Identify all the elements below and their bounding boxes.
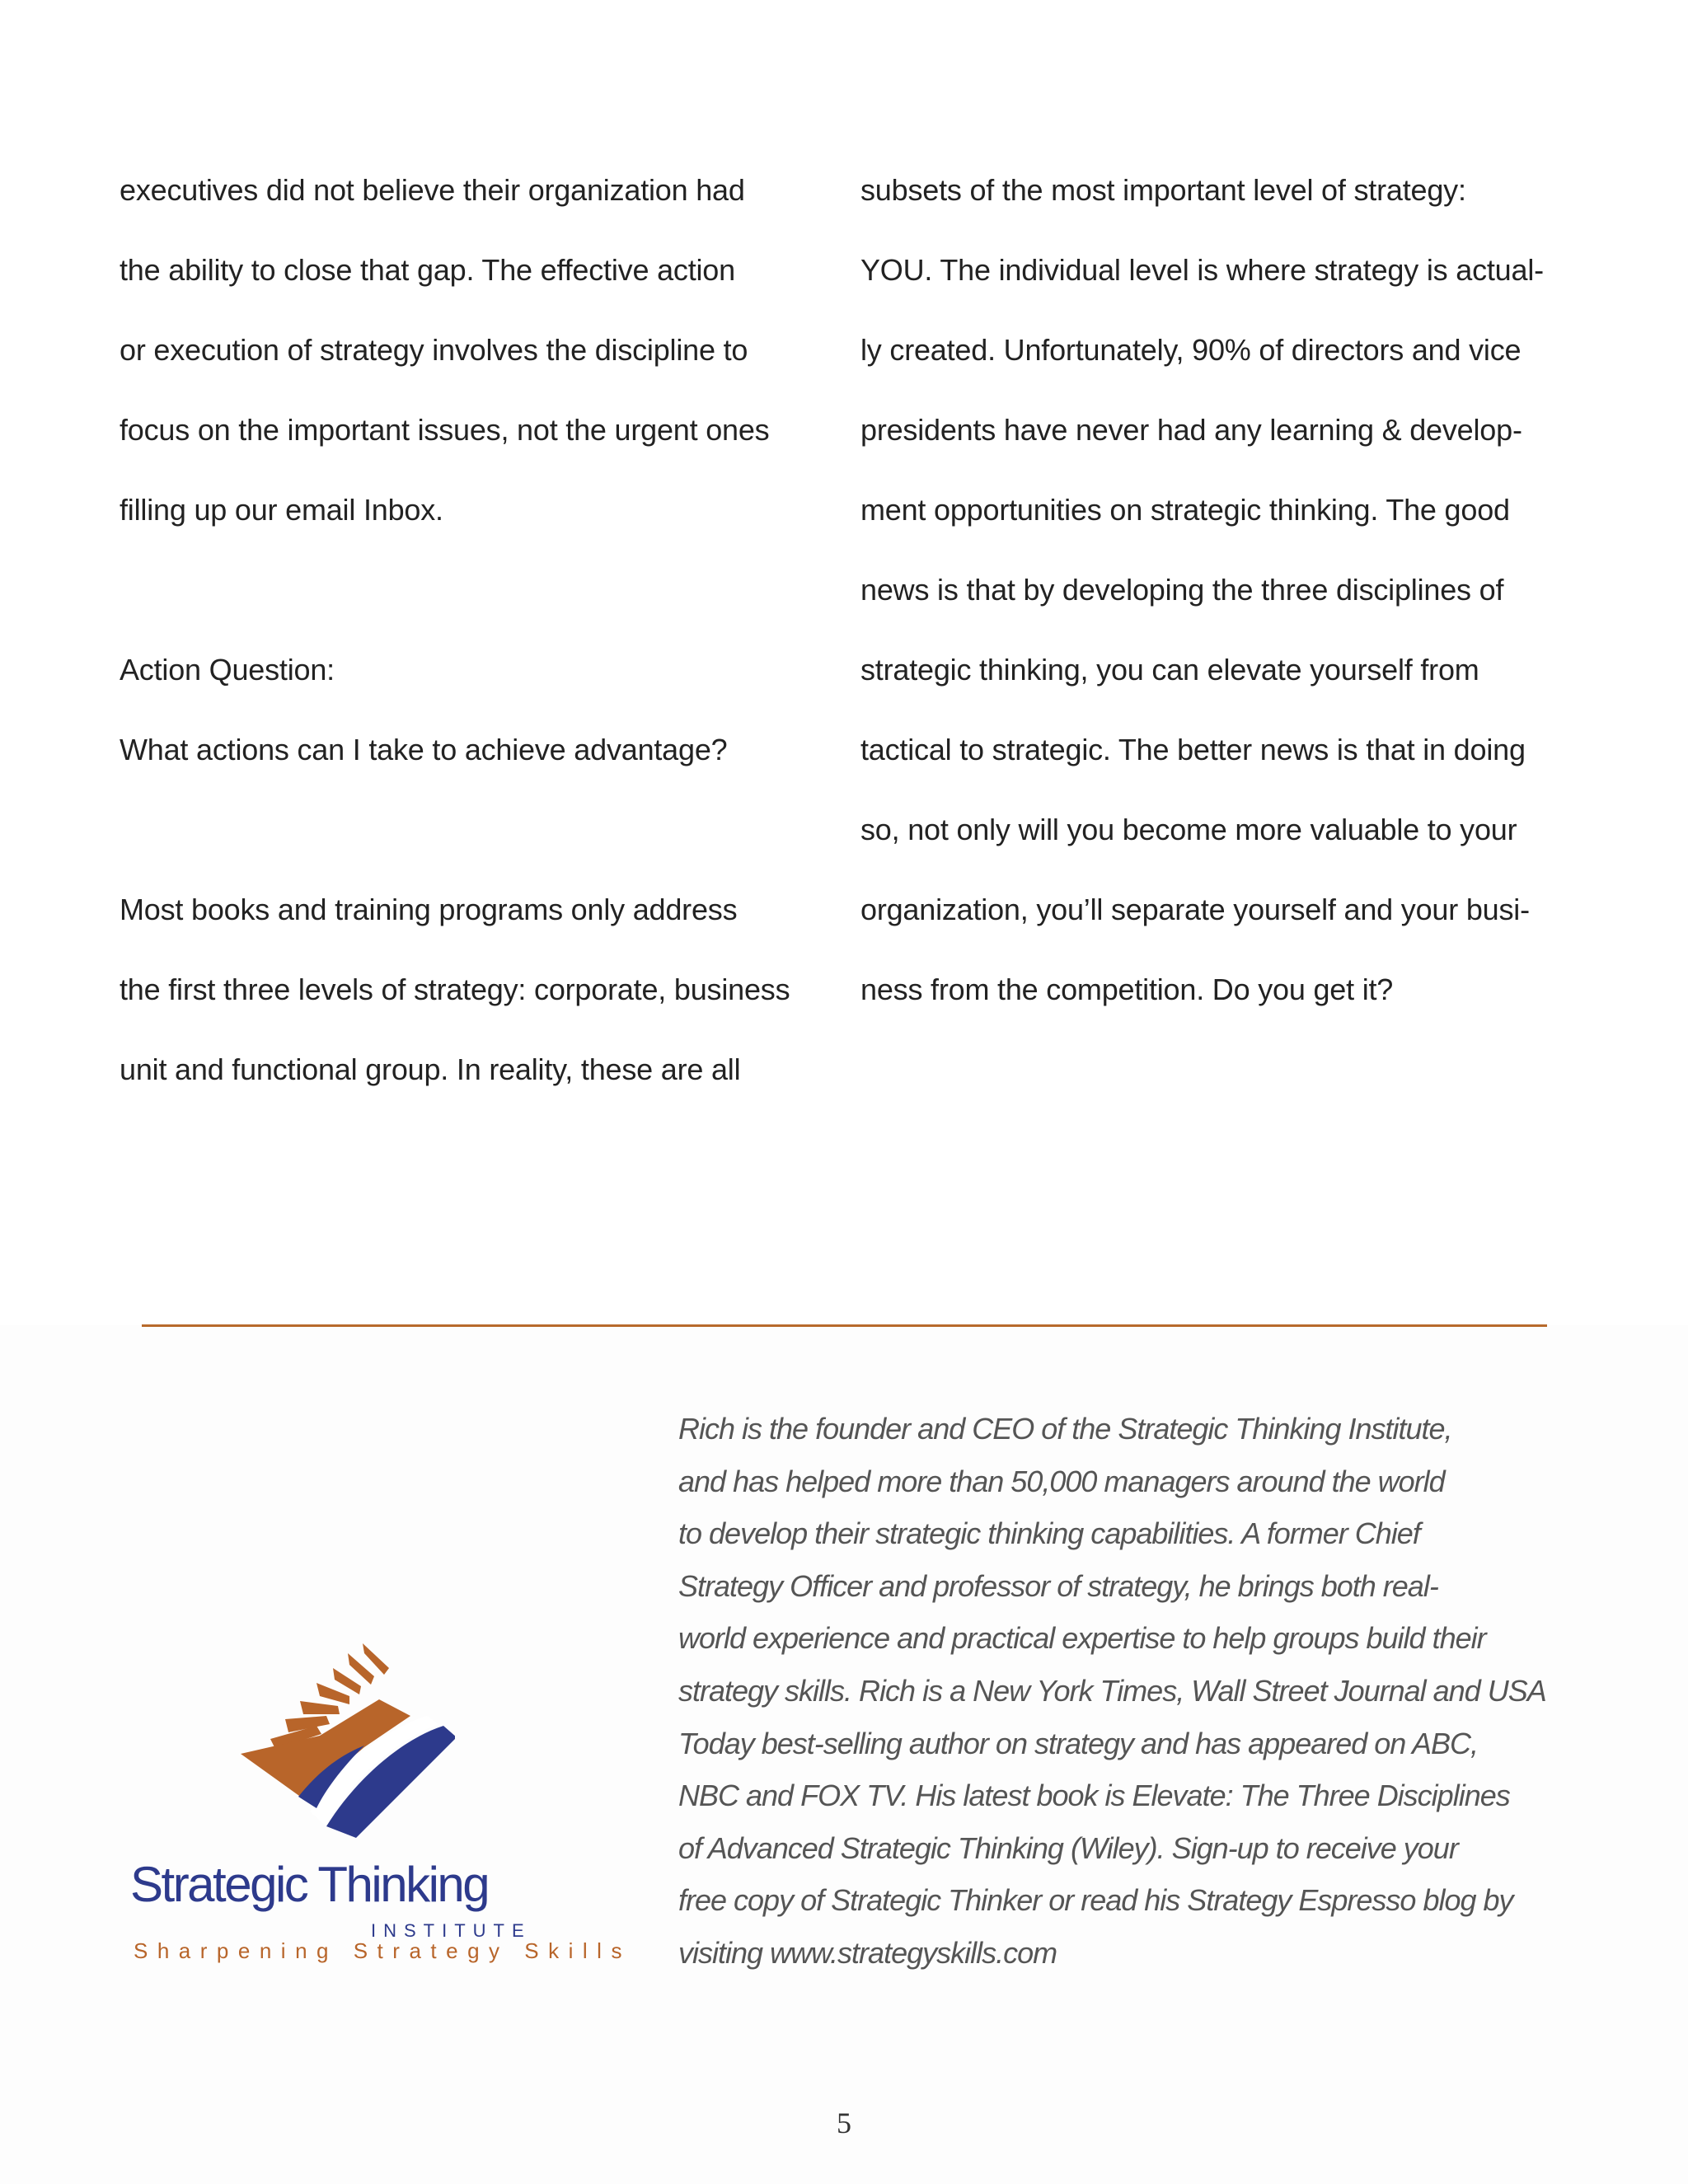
bio-line: NBC and FOX TV. His latest book is Elevate: The Three Disciplines <box>678 1779 1510 1813</box>
bio-line: Today best-selling author on strategy and has appeared on ABC, <box>678 1726 1479 1760</box>
text-line: strategic thinking, you can elevate yourself from <box>860 652 1479 687</box>
bio-line: Strategy Officer and professor of strategy, he brings both real- <box>678 1568 1438 1603</box>
section-divider <box>142 1324 1547 1327</box>
bio-line: and has helped more than 50,000 managers around the world <box>678 1464 1445 1498</box>
text-line: subsets of the most important level of strategy: <box>860 172 1466 207</box>
text-line: filling up our email Inbox. <box>120 492 443 527</box>
text-line: ment opportunities on strategic thinking. The good <box>860 492 1510 527</box>
text-line: YOU. The individual level is where strategy is actual- <box>860 252 1544 287</box>
logo-name: Strategic Thinking <box>130 1857 489 1912</box>
text-line: Most books and training programs only address <box>120 892 738 926</box>
text-line: organization, you’ll separate yourself and your busi- <box>860 892 1530 926</box>
text-line: so, not only will you become more valuable to your <box>860 812 1517 846</box>
text-line: news is that by developing the three disciplines of <box>860 572 1504 607</box>
paragraph-gap <box>120 810 837 851</box>
left-text-column <box>120 130 837 1130</box>
page-number: 5 <box>837 2107 851 2139</box>
text-line: presidents have never had any learning & develop- <box>860 412 1522 447</box>
bio-line: to develop their strategic thinking capabilities. A former Chief <box>678 1516 1420 1551</box>
logo-tagline: Sharpening Strategy Skills <box>134 1938 631 1963</box>
text-line: the ability to close that gap. The effective action <box>120 252 735 287</box>
right-text-column <box>860 130 1586 1050</box>
text-line: tactical to strategic. The better news is that in doing <box>860 732 1526 766</box>
logo-institute: INSTITUTE <box>371 1920 532 1941</box>
action-question-text: What actions can I take to achieve advantage? <box>120 732 728 766</box>
text-line: or execution of strategy involves the discipline to <box>120 332 748 367</box>
bio-website-line: visiting www.strategyskills.com <box>678 1935 1057 1970</box>
text-line: the first three levels of strategy: corporate, business <box>120 972 790 1006</box>
text-line: ness from the competition. Do you get it? <box>860 972 1394 1006</box>
bio-line: strategy skills. Rich is a New York Times, Wall Street Journal and USA <box>678 1673 1546 1708</box>
text-line: unit and functional group. In reality, these are all <box>120 1052 741 1086</box>
text-line: focus on the important issues, not the urgent ones <box>120 412 770 447</box>
text-line: ly created. Unfortunately, 90% of directors and vice <box>860 332 1522 367</box>
text-line: executives did not believe their organization had <box>120 172 745 207</box>
paragraph-gap <box>120 570 837 611</box>
strategic-thinking-institute-logo <box>124 1640 631 1970</box>
bio-line: world experience and practical expertise to help groups build their <box>678 1621 1486 1656</box>
diamond-sunrise-logo-icon <box>241 1640 455 1846</box>
author-bio <box>678 1403 1601 1980</box>
bio-line: free copy of Strategic Thinker or read his Strategy Espresso blog by <box>678 1883 1513 1918</box>
bio-line: Rich is the founder and CEO of the Strategic Thinking Institute, <box>678 1412 1452 1446</box>
bio-line: of Advanced Strategic Thinking (Wiley). Sign-up to receive your <box>678 1830 1458 1865</box>
action-question-label: Action Question: <box>120 652 335 687</box>
